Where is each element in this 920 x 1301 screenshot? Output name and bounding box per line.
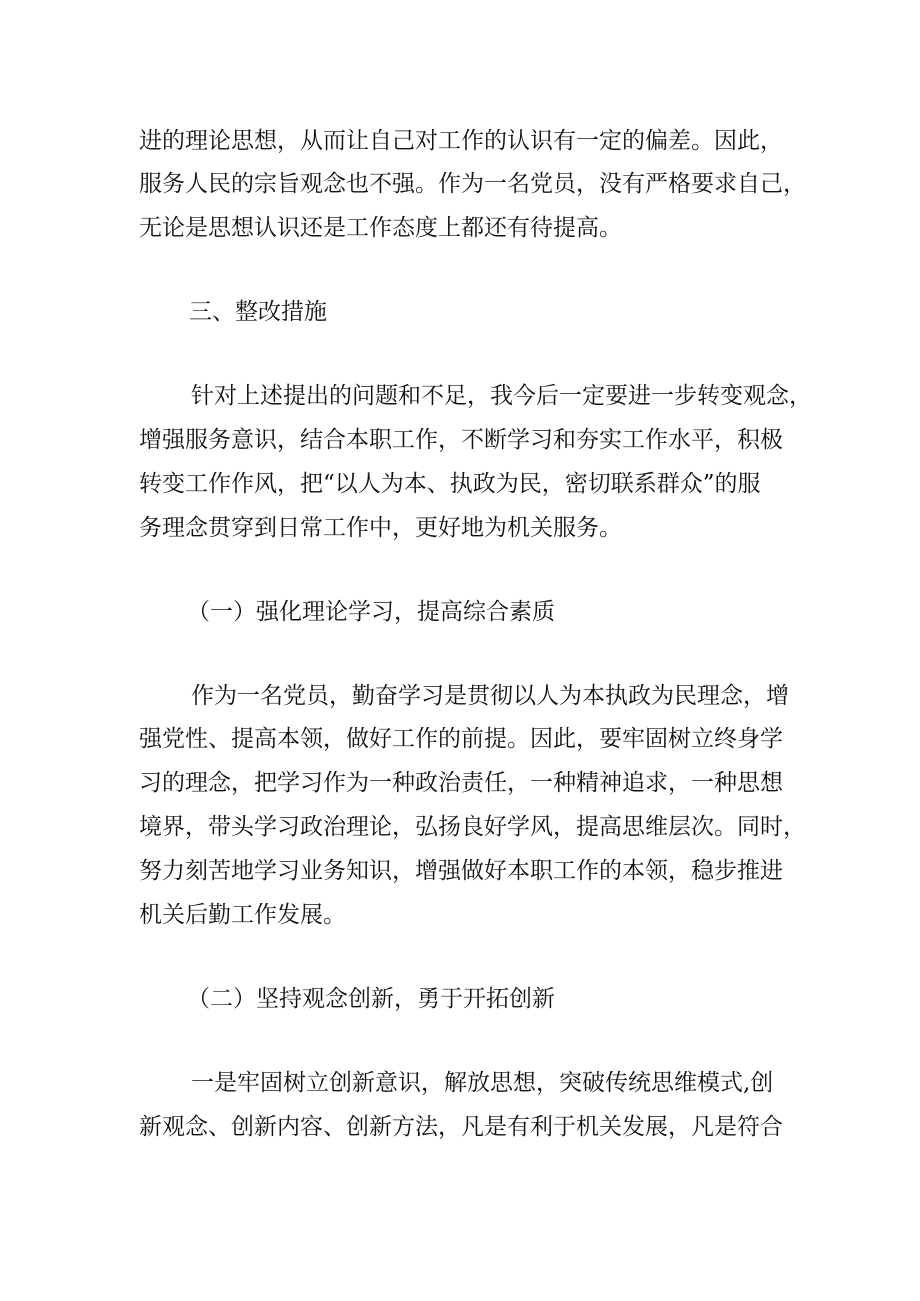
paragraph-line: 务理念贯穿到日常工作中，更好地为机关服务。: [139, 515, 622, 541]
section-heading: 三、整改措施: [189, 299, 327, 325]
subsection-heading: （一）强化理论学习，提高综合素质: [187, 599, 555, 625]
paragraph-line: 进的理论思想，从而让自己对工作的认识有一定的偏差。因此，: [139, 128, 783, 154]
paragraph-line: 一是牢固树立创新意识，解放思想，突破传统思维模式,创: [191, 1070, 774, 1096]
paragraph-line: 境界，带头学习政治理论，弘扬良好学风，提高思维层次。同时，: [139, 814, 806, 840]
paragraph-line: 习的理念，把学习作为一种政治责任，一种精神追求，一种思想: [139, 770, 783, 796]
paragraph-line: 服务人民的宗旨观念也不强。作为一名党员，没有严格要求自己，: [139, 171, 806, 197]
paragraph-line: 增强服务意识，结合本职工作，不断学习和夯实工作水平，积极: [139, 427, 783, 453]
paragraph-line: 机关后勤工作发展。: [139, 902, 346, 928]
subsection-heading: （二）坚持观念创新，勇于开拓创新: [187, 986, 555, 1012]
paragraph-line: 作为一名党员，勤奋学习是贯彻以人为本执政为民理念，增: [191, 683, 789, 709]
paragraph-line: 转变工作作风，把“以人为本、执政为民，密切联系群众”的服: [139, 471, 761, 497]
paragraph-line: 强党性、提高本领，做好工作的前提。因此，要牢固树立终身学: [139, 726, 783, 752]
paragraph-line: 努力刻苦地学习业务知识，增强做好本职工作的本领，稳步推进: [139, 858, 783, 884]
paragraph-line: 针对上述提出的问题和不足，我今后一定要进一步转变观念，: [191, 383, 812, 409]
paragraph-line: 无论是思想认识还是工作态度上都还有待提高。: [139, 215, 622, 241]
paragraph-line: 新观念、创新内容、创新方法，凡是有利于机关发展，凡是符合: [139, 1114, 783, 1140]
